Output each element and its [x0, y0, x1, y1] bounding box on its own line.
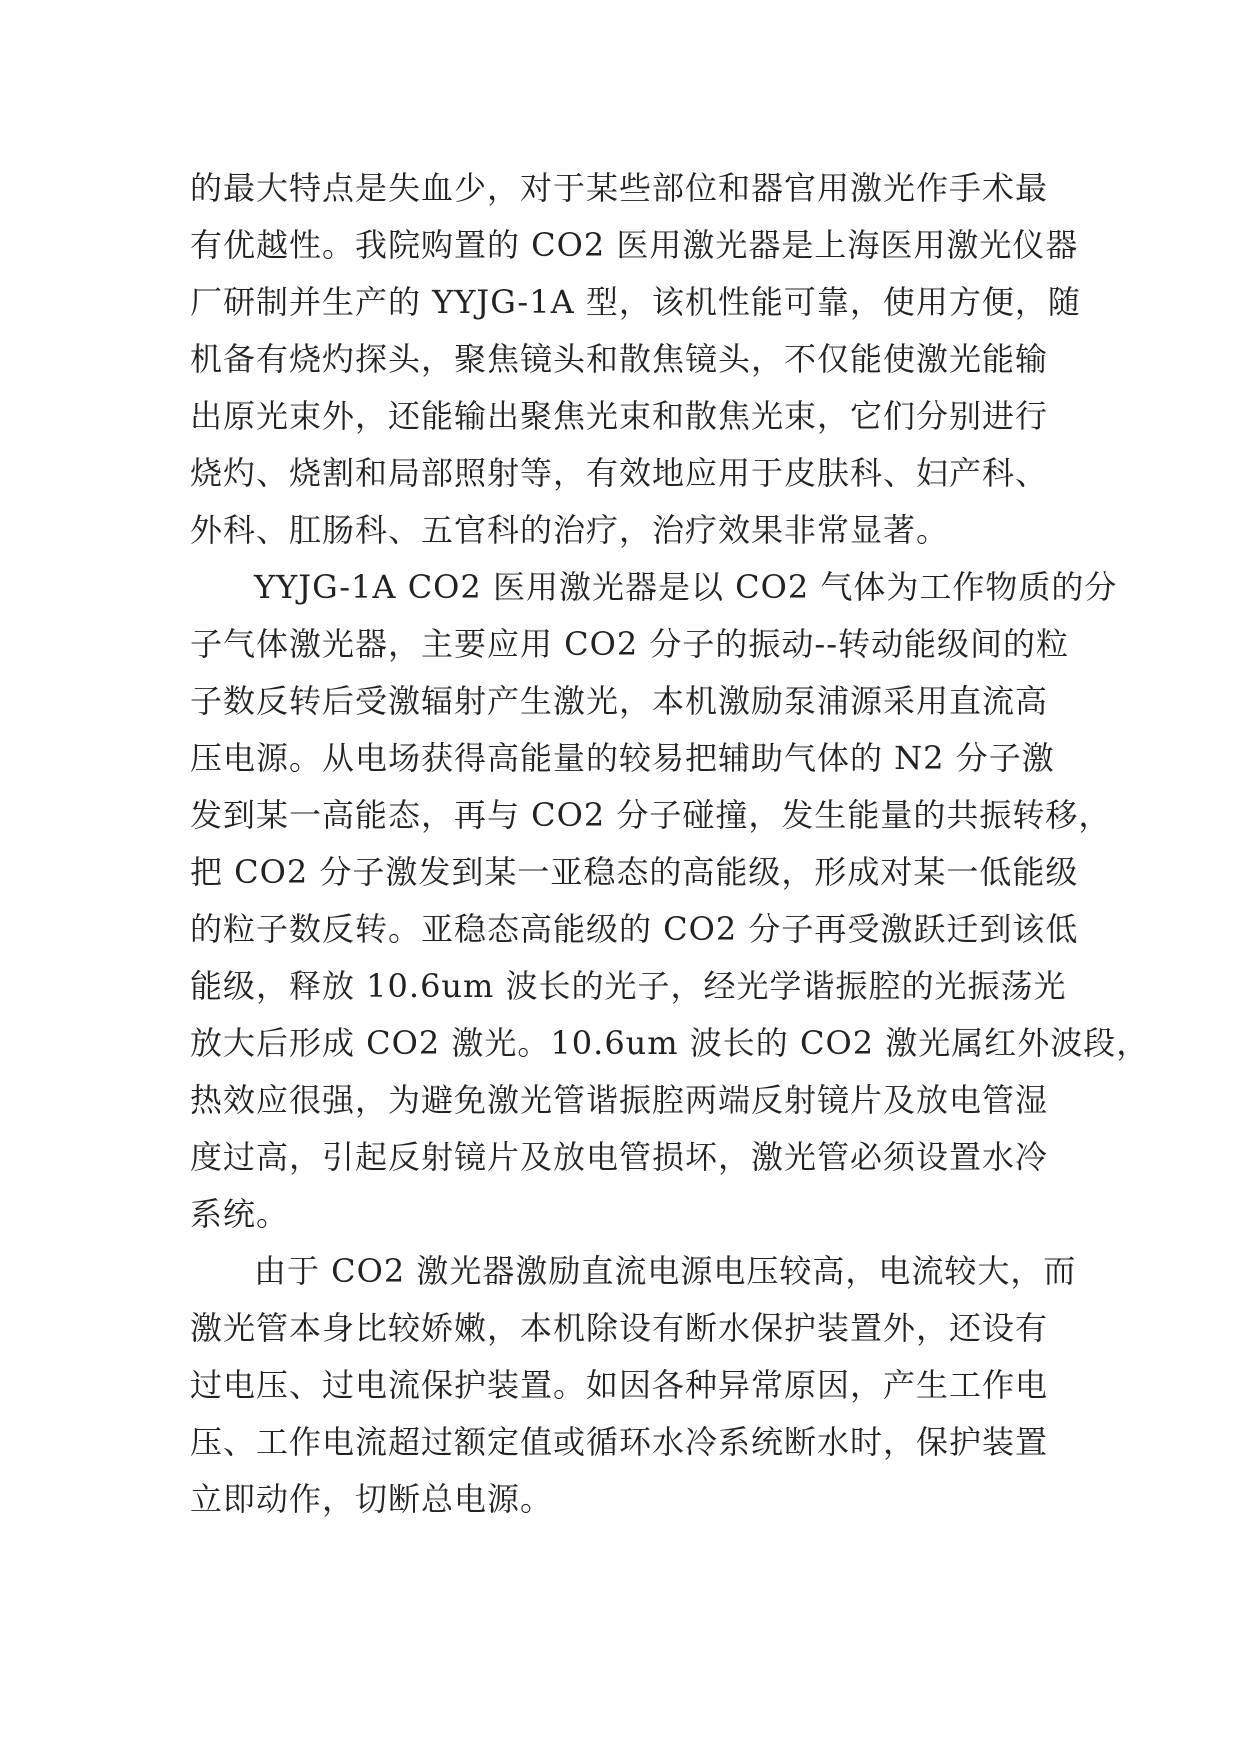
- paragraph-start-line: 由于 CO2 激光器激励直流电源电压较高，电流较大，而: [254, 1252, 1077, 1290]
- text-line: 子气体激光器，主要应用 CO2 分子的振动--转动能级间的粒: [190, 625, 1070, 663]
- text-line: 的最大特点是失血少，对于某些部位和器官用激光作手术最: [190, 169, 1049, 207]
- text-line: 发到某一高能态，再与 CO2 分子碰撞，发生能量的共振转移，: [190, 796, 1112, 834]
- text-line: 烧灼、烧割和局部照射等，有效地应用于皮肤科、妇产科、: [190, 454, 1049, 492]
- text-line: 热效应很强，为避免激光管谐振腔两端反射镜片及放电管湿: [190, 1081, 1049, 1119]
- text-line: 外科、肛肠科、五官科的治疗，治疗效果非常显著。: [190, 511, 950, 549]
- text-line: 能级，释放 10.6um 波长的光子，经光学谐振腔的光振荡光: [190, 967, 1067, 1005]
- text-line: 立即动作，切断总电源。: [190, 1480, 554, 1518]
- text-line: 压、工作电流超过额定值或循环水冷系统断水时，保护装置: [190, 1423, 1049, 1461]
- text-line: 激光管本身比较娇嫩，本机除设有断水保护装置外，还设有: [190, 1309, 1049, 1347]
- body-text: [190, 160, 1150, 1528]
- text-line: 把 CO2 分子激发到某一亚稳态的高能级，形成对某一低能级: [190, 853, 1079, 891]
- text-line: 放大后形成 CO2 激光。10.6um 波长的 CO2 激光属红外波段，: [190, 1024, 1150, 1062]
- text-line: 有优越性。我院购置的 CO2 医用激光器是上海医用激光仪器: [190, 226, 1079, 264]
- text-line: 机备有烧灼探头，聚焦镜头和散焦镜头，不仅能使激光能输: [190, 340, 1049, 378]
- text-line: 的粒子数反转。亚稳态高能级的 CO2 分子再受激跃迁到该低: [190, 910, 1079, 948]
- text-line: 度过高，引起反射镜片及放电管损坏，激光管必须设置水冷: [190, 1138, 1049, 1176]
- text-line: 系统。: [190, 1195, 290, 1233]
- text-line: 压电源。从电场获得高能量的较易把辅助气体的 N2 分子激: [190, 739, 1055, 777]
- text-line: 过电压、过电流保护装置。如因各种异常原因，产生工作电: [190, 1366, 1049, 1404]
- text-line: 厂研制并生产的 YYJG-1A 型，该机性能可靠，使用方便，随: [190, 283, 1081, 321]
- paragraph-start-line: YYJG-1A CO2 医用激光器是以 CO2 气体为工作物质的分: [254, 568, 1118, 606]
- text-line: 出原光束外，还能输出聚焦光束和散焦光束，它们分别进行: [190, 397, 1049, 435]
- text-line: 子数反转后受激辐射产生激光，本机激励泵浦源采用直流高: [190, 682, 1049, 720]
